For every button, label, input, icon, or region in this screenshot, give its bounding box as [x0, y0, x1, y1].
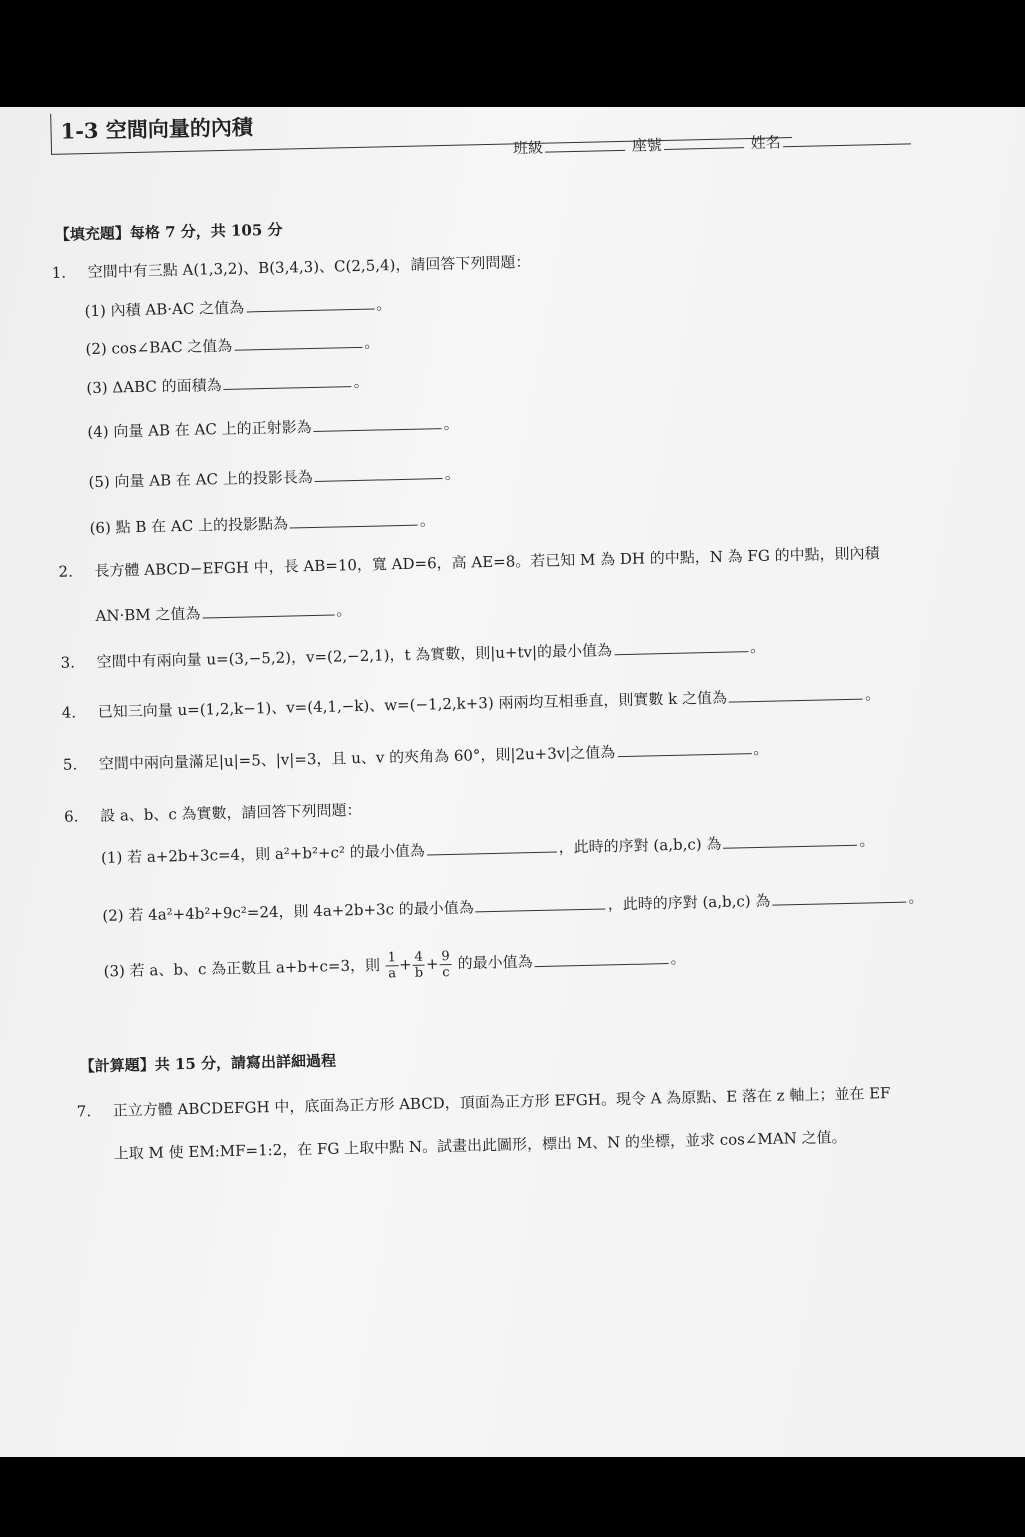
answer-blank[interactable] — [313, 414, 441, 432]
part-label: (2) — [85, 339, 107, 359]
denominator: b — [414, 965, 424, 981]
question-7 — [77, 1082, 891, 1121]
part-label: (3) — [103, 961, 126, 981]
period: 。 — [364, 333, 380, 352]
question-1-part-5 — [88, 463, 460, 492]
question-1 — [52, 251, 531, 283]
part-text: 向量 AB 在 AC 上的正射影為 — [113, 418, 312, 441]
part-text: ，此時的序對 (a,b,c) 為 — [607, 891, 771, 914]
answer-blank[interactable] — [772, 888, 906, 906]
answer-blank[interactable] — [617, 739, 751, 757]
period: 。 — [753, 739, 769, 759]
answer-blank[interactable] — [223, 372, 351, 390]
period: 。 — [859, 831, 875, 850]
answer-blank[interactable] — [476, 894, 606, 912]
question-1-part-2 — [85, 331, 379, 359]
answer-blank[interactable] — [246, 295, 374, 313]
question-5 — [63, 738, 769, 775]
period: 。 — [864, 685, 881, 704]
answer-blank[interactable] — [723, 831, 857, 849]
question-2 — [58, 542, 879, 582]
denominator: c — [442, 965, 450, 981]
part-label: (2) — [102, 906, 124, 925]
question-2-line-2 — [95, 599, 351, 626]
period: 。 — [749, 637, 766, 657]
answer-blank[interactable] — [202, 601, 334, 619]
fraction-9-over-c — [439, 949, 452, 980]
question-number: 3. — [60, 653, 76, 672]
question-4 — [62, 683, 881, 723]
question-number: 1. — [51, 263, 67, 282]
question-text: 空間中有兩向量 u=(3,−5,2)，v=(2,−2,1)，t 為實數，則|u+tv|的最小值為 — [96, 641, 613, 671]
question-text: AN·BM 之值為 — [95, 604, 201, 625]
page-title: 1-3 空間向量的內積 — [60, 114, 254, 144]
part-text: ΔABC 的面積為 — [112, 376, 222, 397]
period: 。 — [336, 601, 352, 620]
seat-label: 座號 — [631, 135, 663, 155]
seat-blank — [664, 133, 744, 150]
part-text: 若 a+2b+3c=4，則 a²+b²+c² 的最小值為 — [126, 841, 425, 867]
question-number: 5. — [62, 755, 78, 774]
question-1-part-3 — [86, 371, 369, 398]
numerator: 9 — [439, 949, 452, 965]
period: 。 — [908, 888, 924, 907]
part-text: 向量 AB 在 AC 上的投影長為 — [114, 468, 313, 491]
question-number: 2. — [58, 562, 74, 581]
period: 。 — [375, 295, 392, 314]
question-6-part-3: (3) 若 a、b、c 為正數且 a+b+c=3，則 $\frac{1}{a}$ + $\frac{4}{b}$ + $\frac{9}{c}$ 的最小值為 。 — [103, 949, 686, 982]
question-number: 7. — [76, 1102, 92, 1121]
class-blank — [545, 136, 625, 153]
period: 。 — [444, 464, 460, 484]
denominator: a — [388, 966, 397, 982]
question-number: 4. — [61, 703, 77, 722]
part-text: 若 4a²+4b²+9c²=24，則 4a+2b+3c 的最小值為 — [128, 898, 474, 925]
question-number: 6. — [63, 807, 79, 826]
question-text: 空間中兩向量滿足|u|=5、|v|=3，且 u、v 的夾角為 60°，則|2u+3v|之值為 — [98, 743, 616, 773]
question-1-part-6 — [89, 509, 435, 538]
name-blank — [782, 129, 910, 147]
period: 。 — [419, 511, 436, 530]
question-stem: 設 a、b、c 為實數，請回答下列問題： — [99, 800, 362, 825]
period: 。 — [353, 372, 369, 392]
answer-blank[interactable] — [234, 333, 362, 351]
fill-section-heading: 【填充題】每格 7 分，共 105 分 — [54, 220, 283, 244]
question-text: 上取 M 使 EM:MF=1:2，在 FG 上取中點 N。試畫出此圖形，標出 M、N 的坐標，並求 cos∠MAN 之值。 — [113, 1128, 847, 1163]
answer-blank[interactable] — [729, 685, 863, 703]
fraction-1-over-a — [386, 950, 399, 981]
part-text: cos∠BAC 之值為 — [111, 336, 233, 358]
question-text: 長方體 ABCD−EFGH 中，長 AB=10，寬 AD=6，高 AE=8。若已知 M 為 DH 的中點，N 為 FG 的中點，則內積 — [94, 544, 880, 580]
calc-section-heading: 【計算題】共 15 分，請寫出詳細過程 — [79, 1051, 337, 1076]
fraction-4-over-b — [412, 950, 425, 981]
numerator: 4 — [412, 950, 425, 966]
question-1-part-4 — [87, 413, 459, 442]
answer-blank[interactable] — [534, 949, 668, 967]
part-label: (6) — [89, 518, 112, 538]
question-stem: 空間中有三點 A(1,3,2)、B(3,4,3)、C(2,5,4)，請回答下列問題： — [87, 253, 531, 282]
worksheet-content — [0, 107, 1025, 1457]
part-text: 若 a、b、c 為正數且 a+b+c=3，則 — [129, 956, 381, 980]
part-text: ，此時的序對 (a,b,c) 為 — [558, 834, 722, 857]
period: 。 — [670, 949, 686, 968]
answer-blank[interactable] — [614, 637, 748, 655]
numerator: 1 — [386, 950, 399, 966]
question-text: 已知三向量 u=(1,2,k−1)、v=(4,1,−k)、w=(−1,2,k+3) 兩兩均互相垂直，則實數 k 之值為 — [97, 688, 728, 721]
part-text: 點 B 在 AC 上的投影點為 — [115, 514, 289, 537]
part-text: 的最小值為 — [457, 952, 533, 973]
worksheet-paper — [0, 107, 1025, 1457]
class-label: 班級 — [512, 138, 544, 158]
question-text: 正立方體 ABCDEFGH 中，底面為正方形 ABCD，頂面為正方形 EFGH。現令 A 為原點、E 落在 z 軸上；並在 EF — [112, 1084, 891, 1120]
part-text: 內積 AB·AC 之值為 — [110, 298, 245, 320]
question-1-part-1 — [84, 293, 391, 321]
period: 。 — [443, 414, 459, 434]
question-6-part-2 — [102, 886, 923, 926]
answer-blank[interactable] — [290, 511, 418, 529]
question-7-line-2 — [114, 1126, 847, 1164]
name-label: 姓名 — [750, 133, 781, 152]
part-label: (5) — [88, 472, 110, 492]
part-label: (3) — [86, 378, 108, 398]
question-6 — [64, 799, 362, 827]
part-label: (1) — [100, 848, 123, 867]
part-label: (4) — [87, 422, 109, 442]
part-label: (1) — [84, 301, 107, 321]
answer-blank[interactable] — [315, 464, 443, 482]
question-6-part-1 — [101, 829, 875, 868]
question-3 — [60, 636, 765, 673]
answer-blank[interactable] — [427, 838, 557, 856]
